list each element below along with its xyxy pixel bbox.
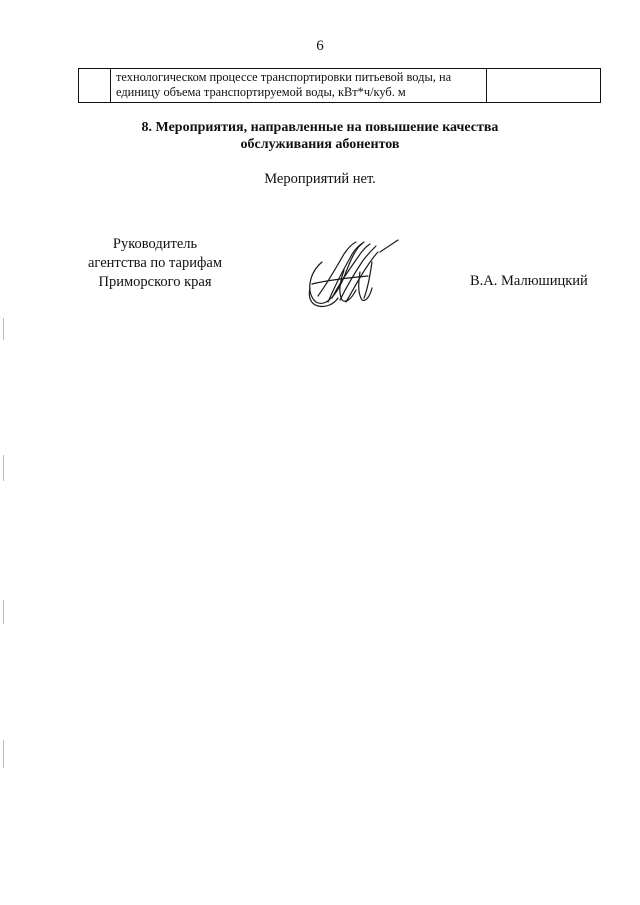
- table-cell-index: [79, 69, 111, 102]
- scan-edge-mark: [3, 600, 4, 624]
- scan-edge-mark: [3, 318, 4, 340]
- table-description-line-2: единицу объема транспортируемой воды, кВт*ч/куб. м: [116, 85, 406, 99]
- scan-edge-mark: [3, 455, 4, 481]
- measures-table: [78, 68, 601, 103]
- signature-icon: [298, 232, 410, 314]
- signatory-position: [70, 235, 240, 292]
- page-number: 6: [316, 38, 324, 54]
- table-cell-value: [487, 69, 600, 102]
- signatory-position-line-3: Приморского края: [98, 274, 212, 290]
- section-heading-line-2: обслуживания абонентов: [240, 137, 400, 152]
- table-description-line-1: технологическом процессе транспортировки питьевой воды, на: [116, 70, 452, 84]
- signatory-position-line-2: агентства по тарифам: [88, 255, 222, 271]
- scan-edge-mark: [3, 740, 4, 768]
- section-heading-line-1: 8. Мероприятия, направленные на повышение качества: [141, 120, 499, 135]
- signatory-name: В.А. Малюшицкий: [470, 273, 588, 289]
- section-heading: [0, 119, 640, 153]
- signatory-position-line-1: Руководитель: [112, 236, 198, 252]
- section-body-text: Мероприятий нет.: [264, 171, 376, 187]
- table-cell-description: [111, 69, 487, 102]
